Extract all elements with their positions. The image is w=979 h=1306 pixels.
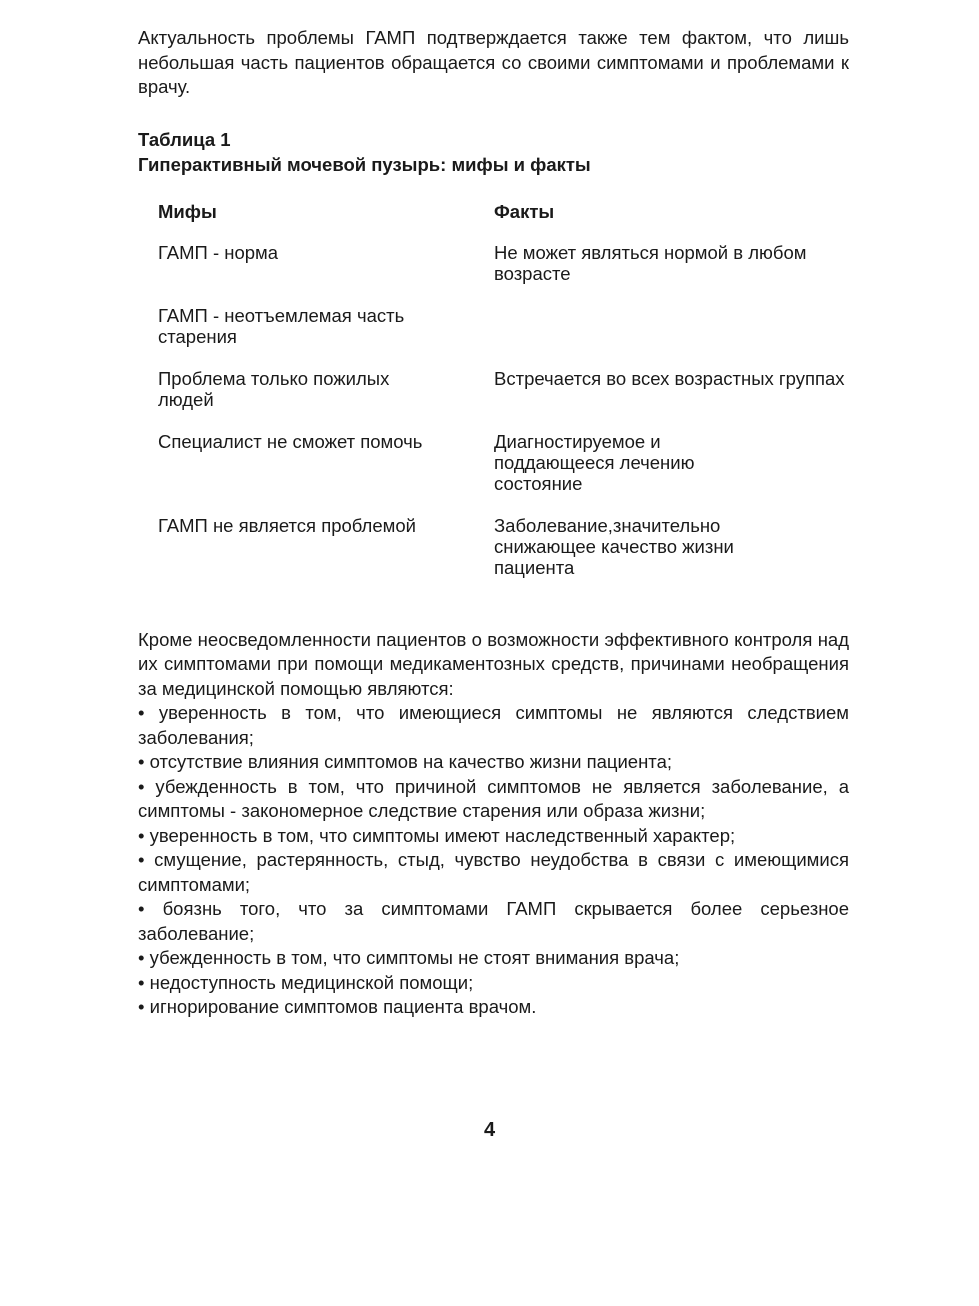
myth-cell: ГАМП - неотъемлемая часть старения (158, 304, 405, 347)
table-header-row (158, 201, 848, 222)
fact-cell: Не может являться нормой в любом возрасте (494, 241, 807, 284)
list-item: • убежденность в том, что симптомы не стоят внимания врача; (138, 946, 849, 971)
list-item: • недоступность медицинской помощи; (138, 971, 849, 996)
myths-facts-table (158, 201, 848, 578)
table-row (158, 242, 848, 284)
list-item: • смущение, растерянность, стыд, чувство неудобства в связи с имеющимися симптомами; (138, 848, 849, 897)
page-number: 4 (483, 1119, 496, 1141)
myths-column-header: Мифы (158, 200, 217, 222)
list-item: • игнорирование симптомов пациента врачом. (138, 995, 849, 1020)
fact-cell (494, 305, 848, 347)
fact-cell: Заболевание,значительно снижающее качество жизни пациента (494, 514, 734, 578)
page-content (138, 26, 849, 1020)
list-item: • отсутствие влияния симптомов на качество жизни пациента; (138, 750, 849, 775)
table-row (158, 368, 848, 410)
fact-cell: Встречается во всех возрастных группах (494, 367, 845, 389)
fact-cell: Диагностируемое и поддающееся лечению состояние (494, 430, 695, 494)
list-item: • убежденность в том, что причиной симптомов не является заболевание, а симптомы - закономерное следствие старения или образа жизни; (138, 775, 849, 824)
reasons-list (138, 701, 849, 1020)
table-number: Таблица 1 (138, 128, 231, 150)
myth-cell: Проблема только пожилых людей (158, 367, 390, 410)
facts-column-header: Факты (494, 200, 555, 222)
intro-paragraph: Актуальность проблемы ГАМП подтверждается также тем фактом, что лишь небольшая часть пациентов обращается со своими симптомами и проблемами к врачу. (138, 27, 849, 97)
myth-cell: ГАМП не является проблемой (158, 514, 416, 536)
table-title: Гиперактивный мочевой пузырь: мифы и факты (138, 153, 591, 175)
myth-cell: Специалист не сможет помочь (158, 430, 423, 452)
table-row (158, 431, 848, 494)
list-item: • уверенность в том, что симптомы имеют наследственный характер; (138, 824, 849, 849)
myth-cell: ГАМП - норма (158, 241, 279, 263)
table-row (158, 305, 848, 347)
table-row (158, 515, 848, 578)
list-item: • уверенность в том, что имеющиеся симптомы не являются следствием заболевания; (138, 701, 849, 750)
list-item: • боязнь того, что за симптомами ГАМП скрывается более серьезное заболевание; (138, 897, 849, 946)
body-paragraph: Кроме неосведомленности пациентов о возможности эффективного контроля над их симптомами при помощи медикаментозных средств, причинами необращения за медицинской помощью являются: (138, 628, 849, 699)
